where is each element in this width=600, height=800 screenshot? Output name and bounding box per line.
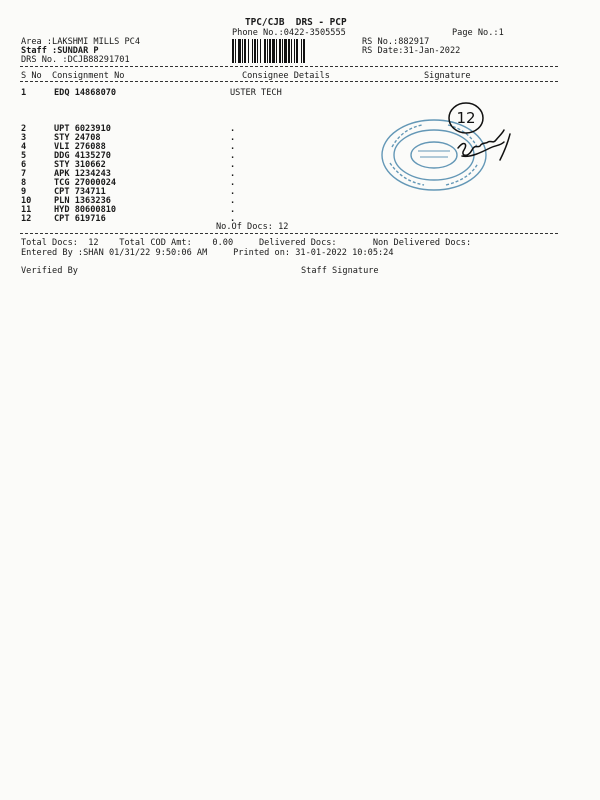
barcode xyxy=(232,39,353,63)
staff-label: Staff :SUNDAR P xyxy=(21,46,99,56)
drs-number: DRS No. :DCJB88291701 xyxy=(21,55,130,65)
rs-number: RS No.:882917 xyxy=(362,37,430,47)
row-consignee: . xyxy=(230,178,236,188)
circled-count: 12 xyxy=(456,109,476,127)
column-signature: Signature xyxy=(424,71,471,81)
row-sno: 8 xyxy=(21,178,27,188)
row-sno: 2 xyxy=(21,124,27,134)
report-title: TPC/CJB DRS - PCP xyxy=(245,17,347,28)
row-consignment: STY 310662 xyxy=(54,160,106,170)
row-sno: 6 xyxy=(21,160,27,170)
verified-by-label: Verified By xyxy=(21,266,78,276)
table-row xyxy=(20,88,260,98)
row-sno: 12 xyxy=(21,214,32,224)
row-consignment: UPT 6023910 xyxy=(54,124,111,134)
row-consignee: . xyxy=(230,133,236,143)
row-consignee: . xyxy=(230,160,236,170)
row-consignment: TCG 27000024 xyxy=(54,178,117,188)
row-sno: 1 xyxy=(21,88,27,98)
row-consignee: . xyxy=(230,124,236,134)
row-sno: 10 xyxy=(21,196,32,206)
column-consignment: Consignment No xyxy=(52,71,125,81)
row-consignee: . xyxy=(230,196,236,206)
row-consignment: DDG 4135270 xyxy=(54,151,111,161)
row-sno: 5 xyxy=(21,151,27,161)
header-rule-top xyxy=(20,66,558,67)
column-consignee: Consignee Details xyxy=(242,71,330,81)
phone-number: Phone No.:0422-3505555 xyxy=(232,28,346,38)
row-consignee: USTER TECH xyxy=(230,88,282,98)
row-consignment: CPT 619716 xyxy=(54,214,106,224)
column-sno: S No xyxy=(21,71,42,81)
no-of-docs: No.Of Docs: 12 xyxy=(216,222,289,232)
row-consignee: . xyxy=(230,187,236,197)
staff-signature-label: Staff Signature xyxy=(301,266,379,276)
handwritten-signature xyxy=(438,100,522,180)
row-consignee: . xyxy=(230,169,236,179)
row-consignment: HYD 80600810 xyxy=(54,205,117,215)
header-rule-bottom xyxy=(20,81,558,82)
row-sno: 3 xyxy=(21,133,27,143)
row-consignee: . xyxy=(230,151,236,161)
rs-date: RS Date:31-Jan-2022 xyxy=(362,46,461,56)
row-consignee: . xyxy=(230,142,236,152)
row-consignment: PLN 1363236 xyxy=(54,196,111,206)
row-consignee: . xyxy=(230,205,236,215)
footer-rule xyxy=(20,233,558,234)
row-consignment: VLI 276088 xyxy=(54,142,106,152)
totals-line: Total Docs: 12 Total COD Amt: 0.00 Delivered Docs: Non Delivered Docs: xyxy=(21,238,472,248)
row-sno: 9 xyxy=(21,187,27,197)
area-label: Area :LAKSHMI MILLS PC4 xyxy=(21,37,140,47)
entered-by-line: Entered By :SHAN 01/31/22 9:50:06 AM Printed on: 31-01-2022 10:05:24 xyxy=(21,248,394,258)
row-sno: 7 xyxy=(21,169,27,179)
row-consignment: APK 1234243 xyxy=(54,169,111,179)
row-sno: 11 xyxy=(21,205,32,215)
row-consignment: CPT 734711 xyxy=(54,187,106,197)
page-number: Page No.:1 xyxy=(452,28,504,38)
row-consignment: STY 24708 xyxy=(54,133,101,143)
row-consignment: EDQ 14868070 xyxy=(54,88,117,98)
row-sno: 4 xyxy=(21,142,27,152)
row-consignee: . xyxy=(230,214,236,224)
